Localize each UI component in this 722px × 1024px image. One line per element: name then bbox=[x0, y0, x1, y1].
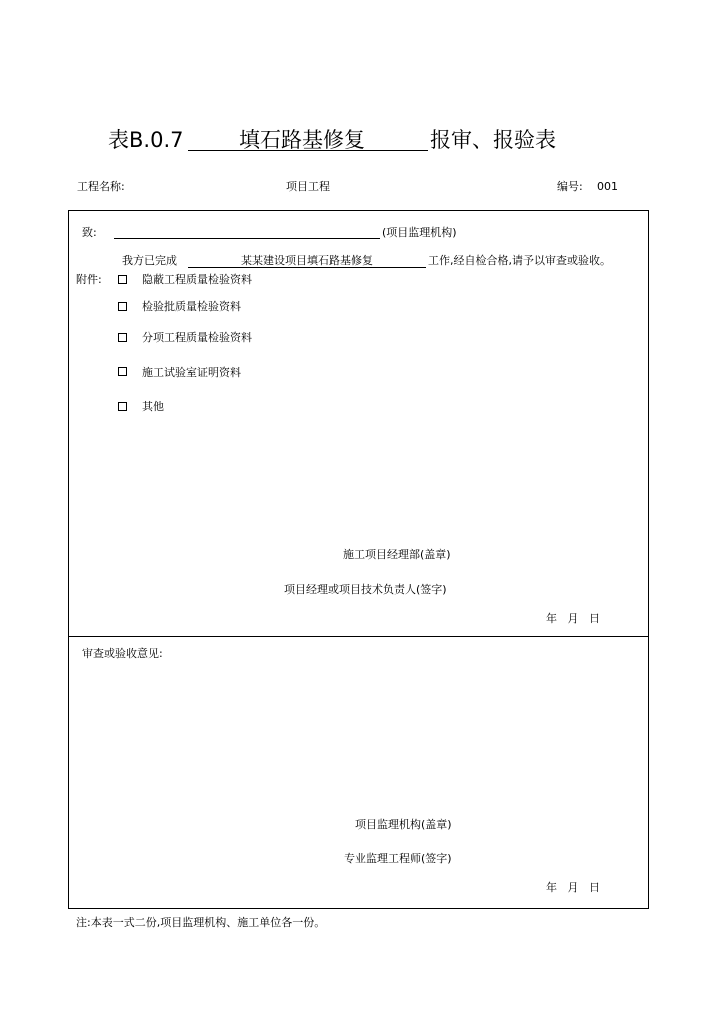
form-number-value: 001 bbox=[597, 180, 618, 193]
attachments-label: 附件: bbox=[76, 273, 102, 286]
to-label: 致: bbox=[82, 226, 97, 239]
supervisor-org-seal: 项目监理机构(盖章) bbox=[355, 818, 452, 831]
attachment-item-lab-certificate: 施工试验室证明资料 bbox=[142, 366, 241, 379]
contractor-person-signature: 项目经理或项目技术负责人(签字) bbox=[284, 583, 447, 596]
form-title-prefix: 表B.0.7 bbox=[108, 128, 184, 152]
attachment-item-sub-item: 分项工程质量检验资料 bbox=[142, 331, 252, 344]
review-opinion-label: 审查或验收意见: bbox=[82, 647, 163, 660]
attachment-item-other: 其他 bbox=[142, 400, 164, 413]
checkbox-hidden-works[interactable] bbox=[118, 275, 127, 284]
completed-prefix: 我方已完成 bbox=[122, 254, 177, 267]
project-name-label: 工程名称: bbox=[77, 180, 125, 193]
checkbox-other[interactable] bbox=[118, 402, 127, 411]
form-title-subject bbox=[188, 126, 428, 151]
form-title-subject-text: 填石路基修复 bbox=[239, 128, 365, 152]
form-title-suffix: 报审、报验表 bbox=[430, 128, 556, 152]
attachment-item-inspection-lot: 检验批质量检验资料 bbox=[142, 300, 241, 313]
contractor-date: 年 月 日 bbox=[546, 612, 600, 625]
contractor-dept-seal: 施工项目经理部(盖章) bbox=[343, 548, 451, 561]
checkbox-inspection-lot[interactable] bbox=[118, 302, 127, 311]
form-number-label: 编号: bbox=[557, 180, 583, 193]
attachment-item-hidden-works: 隐蔽工程质量检验资料 bbox=[142, 273, 252, 286]
completed-suffix: 工作,经自检合格,请予以审查或验收。 bbox=[428, 254, 611, 267]
checkbox-lab-certificate[interactable] bbox=[118, 367, 127, 376]
supervisor-date: 年 月 日 bbox=[546, 881, 600, 894]
to-suffix: (项目监理机构) bbox=[382, 226, 457, 239]
checkbox-sub-item[interactable] bbox=[118, 333, 127, 342]
completed-work-value: 某某建设项目填石路基修复 bbox=[241, 254, 373, 267]
to-recipient-line[interactable] bbox=[114, 238, 380, 239]
project-name-value: 项目工程 bbox=[286, 180, 330, 193]
section-divider bbox=[68, 636, 649, 637]
footer-note: 注:本表一式二份,项目监理机构、施工单位各一份。 bbox=[76, 916, 326, 929]
supervisor-person-signature: 专业监理工程师(签字) bbox=[344, 852, 452, 865]
completed-work-field[interactable] bbox=[188, 254, 426, 268]
